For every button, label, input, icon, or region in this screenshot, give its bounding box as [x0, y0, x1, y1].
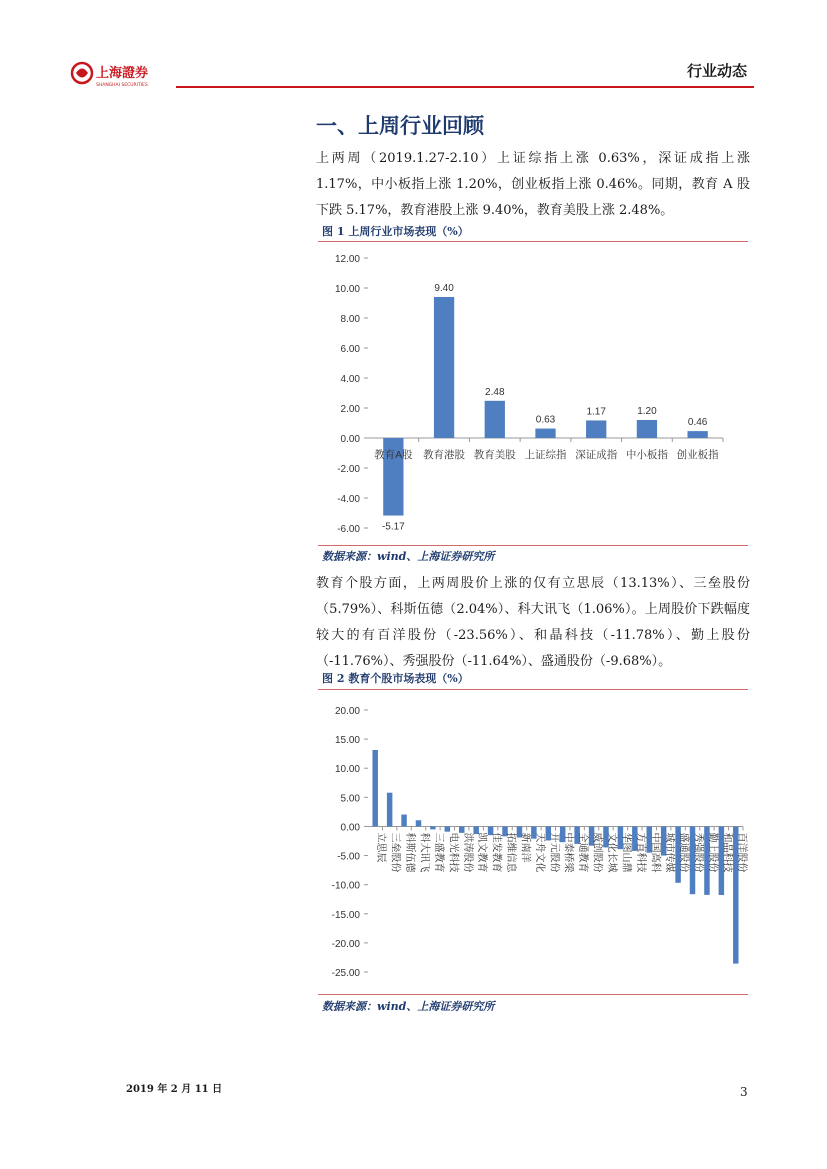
x-category-label: 全通教育 [577, 832, 589, 873]
chart-stock-performance [318, 694, 748, 994]
y-tick-label: 2.00 [340, 404, 360, 415]
x-category-label: 开元股份 [548, 832, 560, 873]
figure1-top-rule [318, 241, 748, 242]
y-tick-label: 15.00 [334, 735, 360, 747]
bar [434, 297, 454, 438]
x-category-label: 科大讯飞 [418, 832, 430, 873]
data-label: 1.17 [586, 406, 606, 418]
bar [586, 420, 606, 438]
x-category-label: 威创股份 [591, 832, 603, 873]
x-category-label: 三垒股份 [389, 832, 401, 873]
x-category-label: 佳发教育 [490, 832, 502, 873]
x-category-label: 立思辰 [375, 832, 387, 863]
chart-industry-performance [318, 246, 748, 546]
paragraph-stock-review: 教育个股方面，上两周股价上涨的仅有立思辰（13.13%）、三垒股份（5.79%）、科斯伍德（2.04%）、科大讯飞（1.06%）。上周股价下跌幅度较大的有百洋股份（-23.56%）、和晶科技（-11.78%）、勤上股份（-11.76%）、秀强股份（-11.64%）、盛通股份（-9.68%）。 [316, 576, 750, 669]
bar [445, 826, 450, 831]
bar [387, 793, 392, 827]
y-tick-label: 5.00 [340, 793, 360, 805]
x-category-label: 勤上股份 [706, 832, 718, 873]
y-tick-label: 12.00 [334, 254, 360, 265]
x-category-label: 百洋股份 [735, 832, 747, 873]
section-title: 一、上周行业回顾 [316, 114, 484, 138]
x-category-label: 上证综指 [524, 449, 567, 461]
x-category-label: 和晶科技 [721, 832, 733, 873]
x-category-label: 三盛教育 [432, 832, 444, 873]
company-logo [70, 58, 170, 90]
x-category-label: 秀强股份 [692, 832, 704, 873]
x-category-label: 教育港股 [423, 449, 466, 461]
x-category-label: 盛通股份 [678, 832, 690, 873]
x-category-label: 教育美股 [473, 449, 516, 461]
x-category-label: 电光科技 [447, 832, 459, 873]
page-number: 3 [740, 1085, 748, 1099]
y-tick-label: -20.00 [331, 938, 360, 950]
x-category-label: 教育A股 [374, 449, 413, 461]
y-tick-label: 20.00 [334, 706, 360, 717]
paragraph-market-review: 上两周（2019.1.27-2.10）上证综指上涨 0.63%，深证成指上涨 1.17%，中小板指上涨 1.20%，创业板指上涨 0.46%。同期，教育 A 股下跌 5.17%，教育港股上涨 9.40%，教育美股上涨 2.48%。 [316, 151, 750, 218]
bar [401, 815, 406, 827]
y-tick-label: 0.00 [340, 434, 360, 445]
data-label: 0.46 [687, 417, 708, 429]
svg-text:SHANGHAI SECURITIES: SHANGHAI SECURITIES [96, 83, 148, 88]
figure1-bottom-rule [318, 545, 748, 546]
y-tick-label: 10.00 [334, 764, 360, 776]
y-tick-label: -10.00 [331, 880, 360, 892]
y-tick-label: 0.00 [340, 822, 360, 834]
y-tick-label: -2.00 [337, 464, 360, 475]
y-tick-label: -5.00 [337, 851, 360, 863]
y-tick-label: -6.00 [337, 524, 360, 535]
x-category-label: 拓维信息 [505, 832, 517, 873]
x-category-label: 科斯伍德 [404, 832, 416, 873]
figure1-source: 数据来源：wind、上海证券研究所 [322, 550, 495, 563]
x-category-label: 文化长城 [605, 832, 617, 873]
bar [535, 429, 555, 438]
figure2-title: 图 2 教育个股市场表现（%） [322, 672, 469, 685]
bar [372, 750, 377, 826]
data-label: -5.17 [381, 521, 405, 533]
bar [688, 431, 708, 438]
x-category-label: 中小板指 [625, 449, 668, 461]
x-category-label: 新南洋 [519, 832, 531, 863]
header-tag: 行业动态 [686, 62, 747, 80]
x-category-label: 中泰桥梁 [562, 832, 574, 873]
y-tick-label: 4.00 [340, 374, 360, 385]
y-tick-label: -25.00 [331, 968, 360, 979]
y-tick-label: 8.00 [340, 314, 360, 325]
figure1-title: 图 1 上周行业市场表现（%） [322, 225, 469, 238]
x-category-label: 洪涛股份 [461, 832, 473, 873]
figure2-source: 数据来源：wind、上海证券研究所 [322, 1000, 495, 1013]
y-tick-label: -15.00 [331, 909, 360, 921]
bar [637, 420, 657, 438]
data-label: 0.63 [535, 414, 556, 426]
x-category-label: 城市传媒 [663, 832, 675, 873]
x-category-label: 华图山鼎 [620, 832, 632, 873]
figure2-top-rule [318, 689, 748, 690]
x-category-label: 创业板指 [676, 449, 719, 461]
header-rule [176, 86, 754, 88]
x-category-label: 深证成指 [575, 449, 618, 461]
data-label: 9.40 [434, 283, 454, 294]
svg-text:上海證券: 上海證券 [96, 66, 149, 81]
data-label: 1.20 [637, 406, 657, 417]
data-label: 2.48 [485, 386, 505, 398]
y-tick-label: -4.00 [337, 494, 360, 505]
x-category-label: 天舟文化 [533, 832, 545, 873]
x-category-label: 凯文教育 [476, 832, 488, 873]
y-tick-label: 6.00 [340, 344, 360, 355]
bar [430, 826, 435, 829]
x-category-label: 中国高科 [649, 832, 661, 873]
bar [416, 820, 421, 826]
figure2-bottom-rule [318, 994, 748, 995]
bar [485, 401, 505, 438]
y-tick-label: 10.00 [334, 284, 360, 295]
x-category-label: 方直科技 [634, 832, 646, 873]
footer-date: 2019 年 2 月 11 日 [126, 1084, 223, 1095]
